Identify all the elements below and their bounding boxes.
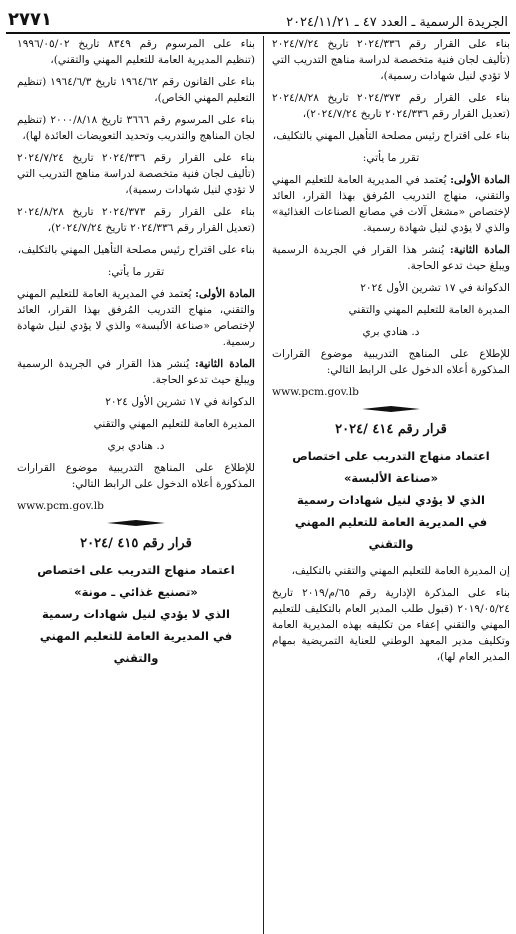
decision-specialty: «صناعة الألبسة» [343, 471, 438, 485]
decision-title: في المديرية العامة للتعليم المهني والتقني [294, 515, 488, 551]
paragraph: بناء على القرار رقم ٢٠٢٤/٣٣٦ تاريخ ٢٠٢٤/٧/٢٤ (تأليف لجان فنية متخصصة لدراسة مناهج التدريب التي لا تؤدي لنيل شهادات رسمية)، [272, 38, 510, 82]
paragraph: بناء على القانون رقم ١٩٦٤/٦٢ تاريخ ١٩٦٤/٦/٣ (تنظيم التعليم المهني الخاص)، [17, 76, 255, 104]
decision-title: الذي لا يؤدي لنيل شهادات رسمية [297, 493, 485, 507]
section-separator [272, 406, 510, 412]
paragraph: بناء على المرسوم رقم ٣٦٦٦ تاريخ ٢٠٠٠/٨/١٨ (تنظيم لجان المناهج والتدريب وتحديد التعويضات العائدة لها)، [17, 114, 255, 142]
issue-date: الدكوانة في ١٧ تشرين الأول ٢٠٢٤ [105, 396, 255, 408]
decision-number: قرار رقم ٤١٥ /٢٠٢٤ [80, 536, 192, 551]
signer-name: د. هنادي بري [107, 440, 165, 452]
decision-specialty: «تصنيع غذائي ـ مونة» [74, 585, 198, 599]
article-1 [272, 172, 510, 236]
decision-title: اعتماد منهاج التدريب على اختصاص [37, 563, 235, 577]
article-label: المادة الأولى: [195, 288, 255, 300]
link-note: للإطلاع على المناهج التدريبية موضوع القرارات المذكورة أعلاه الدخول على الرابط التالي: [17, 462, 255, 490]
page-header [6, 4, 510, 34]
website-link[interactable]: www.pcm.gov.lb [272, 386, 359, 398]
right-column [264, 36, 510, 934]
page-number: ٢٧٧١ [8, 9, 52, 30]
running-title: الجريدة الرسمية ـ العدد ٤٧ ـ ٢٠٢٤/١١/٢١ [286, 15, 508, 30]
decides-heading: تقرر ما يأتي: [107, 266, 165, 278]
column-divider [263, 36, 264, 934]
signer-name: د. هنادي بري [362, 326, 420, 338]
article-2 [17, 356, 255, 388]
paragraph: بناء على القرار رقم ٢٠٢٤/٣٧٣ تاريخ ٢٠٢٤/٨/٢٨ (تعديل القرار رقم ٢٠٢٤/٣٣٦ تاريخ ٢٠٢٤/٧/٢٤)، [272, 92, 510, 120]
article-label: المادة الأولى: [450, 174, 510, 186]
issue-date: الدكوانة في ١٧ تشرين الأول ٢٠٢٤ [360, 282, 510, 294]
article-text: يُعتمد في المديرية العامة للتعليم المهني والتقني، منهاج التدريب المُرفق بهذا القرار، العائد لإختصاص «مشغل آلات في مصانع الصناعات الغذائية» والذي لا يؤدي لنيل شهادة رسمية. [272, 174, 510, 234]
decision-title: اعتماد منهاج التدريب على اختصاص [292, 449, 490, 463]
paragraph: بناء على اقتراح رئيس مصلحة التأهيل المهني بالتكليف، [272, 130, 510, 142]
article-text: يُنشر هذا القرار في الجريدة الرسمية ويبلغ حيث تدعو الحاجة. [272, 244, 510, 272]
article-label: المادة الثانية: [194, 358, 256, 370]
decides-heading: تقرر ما يأتي: [362, 152, 420, 164]
article-label: المادة الثانية: [449, 244, 510, 256]
signer-title: المديرة العامة للتعليم المهني والتقني [93, 418, 255, 430]
article-text: يُنشر هذا القرار في الجريدة الرسمية ويبلغ حيث تدعو الحاجة. [17, 358, 255, 386]
article-2 [272, 242, 510, 274]
article-1 [17, 286, 255, 350]
signer-title: المديرة العامة للتعليم المهني والتقني [348, 304, 510, 316]
paragraph: إن المديرة العامة للتعليم المهني والتقني بالتكليف، [291, 565, 510, 577]
decision-title: في المديرية العامة للتعليم المهني والتقني [39, 629, 233, 665]
paragraph: بناء على القرار رقم ٢٠٢٤/٣٣٦ تاريخ ٢٠٢٤/٧/٢٤ (تأليف لجان فنية متخصصة لدراسة مناهج التدريب التي لا تؤدي لنيل شهادات رسمية)، [17, 152, 255, 196]
link-note: للإطلاع على المناهج التدريبية موضوع القرارات المذكورة أعلاه الدخول على الرابط التالي: [272, 348, 510, 376]
left-column [17, 36, 263, 934]
paragraph: بناء على اقتراح رئيس مصلحة التأهيل المهني بالتكليف، [17, 244, 255, 256]
decision-number: قرار رقم ٤١٤ /٢٠٢٤ [335, 422, 447, 437]
paragraph: بناء على القرار رقم ٢٠٢٤/٣٧٣ تاريخ ٢٠٢٤/٨/٢٨ (تعديل القرار رقم ٢٠٢٤/٣٣٦ تاريخ ٢٠٢٤/٧/٢٤)، [17, 206, 255, 234]
paragraph: بناء على المرسوم رقم ٨٣٤٩ تاريخ ١٩٩٦/٠٥/٠٢ (تنظيم المديرية العامة للتعليم المهني والتقني)، [17, 38, 255, 66]
paragraph: بناء على المذكرة الإدارية رقم ٦٥/م/٢٠١٩ تاريخ ٢٠١٩/٠٥/٢٤ (قبول طلب المدير العام بالتكليف للتعليم المهني والتقني إعفاء من تكليفه بهذه المديرية العامة وتكليف مدير المعهد الوطني للعناية التمريضية بمهام المدير العام لها)، [272, 587, 510, 663]
decision-title: الذي لا يؤدي لنيل شهادات رسمية [42, 607, 230, 621]
website-link[interactable]: www.pcm.gov.lb [17, 500, 104, 512]
two-column-body [6, 36, 510, 934]
article-text: يُعتمد في المديرية العامة للتعليم المهني والتقني، منهاج التدريب المُرفق بهذا القرار، العائد لإختصاص «صناعة الألبسة» والذي لا يؤدي لنيل شهادة رسمية. [17, 288, 255, 348]
section-separator [17, 520, 255, 526]
